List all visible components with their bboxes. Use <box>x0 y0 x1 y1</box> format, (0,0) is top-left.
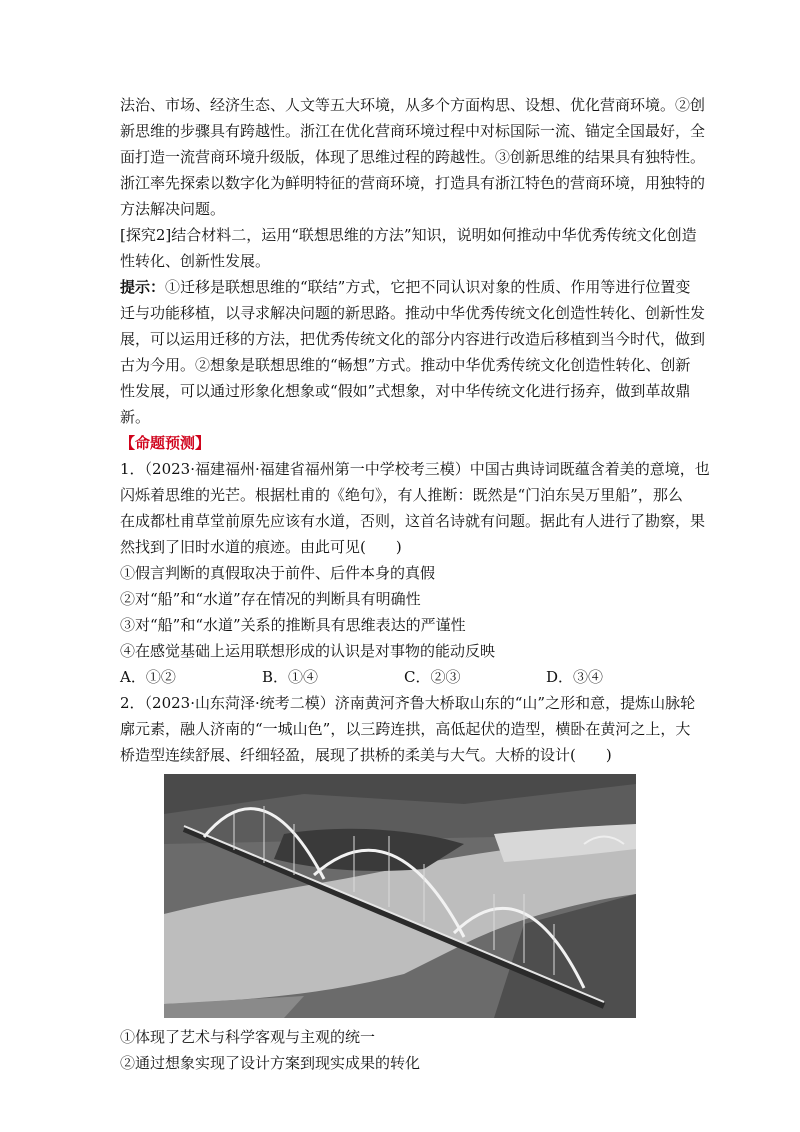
text-line: 闪烁着思维的光芒。根据杜甫的《绝句》，有人推断：既然是“门泊东吴万里船”，那么 <box>120 486 683 504</box>
statement: ③对“船”和“水道”关系的推断具有思维表达的严谨性 <box>120 616 466 634</box>
bridge-illustration <box>164 774 636 1018</box>
text-line: 面打造一流营商环境升级版，体现了思维过程的跨越性。③创新思维的结果具有独特性。 <box>120 148 706 166</box>
hint-label: 提示： <box>120 278 166 296</box>
intro-paragraph <box>120 92 706 222</box>
text-line: ①迁移是联想思维的“联结”方式，它把不同认识对象的性质、作用等进行位置变 <box>165 278 691 296</box>
statement: ②对“船”和“水道”存在情况的判断具有明确性 <box>120 590 421 608</box>
text-line: 浙江率先探索以数字化为鲜明特征的营商环境，打造具有浙江特色的营商环境，用独特的 <box>120 174 706 192</box>
question-2-statements <box>120 1024 688 1076</box>
question-1 <box>120 456 710 690</box>
section-title: 【命题预测】 <box>120 434 211 452</box>
statement: ①体现了艺术与科学客观与主观的统一 <box>120 1028 376 1046</box>
question-2 <box>120 690 696 768</box>
text-line: 展，可以运用迁移的方法，把优秀传统文化的部分内容进行改造后移植到当今时代，做到 <box>120 330 706 348</box>
option-d[interactable]: D．③④ <box>546 668 604 686</box>
explore2-question <box>120 222 697 274</box>
text-line: 方法解决问题。 <box>120 200 226 218</box>
text-line: 迁与功能移植，以寻求解决问题的新思路。推动中华优秀传统文化创造性转化、创新性发 <box>120 304 706 322</box>
statement: ④在感觉基础上运用联想形成的认识是对事物的能动反映 <box>120 642 496 660</box>
text-line: 新。 <box>120 408 151 426</box>
text-line: 桥造型连续舒展、纤细轻盈，展现了拱桥的柔美与大气。大桥的设计( ) <box>120 746 612 764</box>
text-line: 古为今用。②想象是联想思维的“畅想”方式。推动中华优秀传统文化创造性转化、创新 <box>120 356 691 374</box>
text-line: 1．（2023·福建福州·福建省福州第一中学校考三模）中国古典诗词既蕴含着美的意境，也 <box>120 460 710 478</box>
text-line: 性转化、创新性发展。 <box>120 252 271 270</box>
option-a[interactable]: A．①② <box>120 668 176 686</box>
option-b[interactable]: B．①④ <box>262 668 319 686</box>
document-page <box>120 92 710 1076</box>
option-c[interactable]: C．②③ <box>404 668 461 686</box>
hint-paragraph <box>120 274 706 430</box>
statement: ①假言判断的真假取决于前件、后件本身的真假 <box>120 564 436 582</box>
text-line: 性发展，可以通过形象化想象或“假如”式想象，对中华传统文化进行扬弃，做到革故鼎 <box>120 382 691 400</box>
bridge-photo <box>164 774 636 1018</box>
text-line: 法治、市场、经济生态、人文等五大环境，从多个方面构思、设想、优化营商环境。②创 <box>120 96 706 114</box>
text-line: 廓元素，融人济南的“一城山色”，以三跨连拱，高低起伏的造型，横卧在黄河之上，大 <box>120 720 691 738</box>
text-line: 然找到了旧时水道的痕迹。由此可见( ) <box>120 538 402 556</box>
text-line: [探究2]结合材料二，运用“联想思维的方法”知识，说明如何推动中华优秀传统文化创造 <box>120 226 697 244</box>
q1-options <box>120 664 688 690</box>
text-line: 新思维的步骤具有跨越性。浙江在优化营商环境过程中对标国际一流、锚定全国最好，全 <box>120 122 706 140</box>
statement: ②通过想象实现了设计方案到现实成果的转化 <box>120 1054 421 1072</box>
text-line: 2．（2023·山东菏泽·统考二模）济南黄河齐鲁大桥取山东的“山”之形和意，提炼山脉轮 <box>120 694 696 712</box>
text-line: 在成都杜甫草堂前原先应该有水道，否则，这首名诗就有问题。据此有人进行了勘察，果 <box>120 512 706 530</box>
